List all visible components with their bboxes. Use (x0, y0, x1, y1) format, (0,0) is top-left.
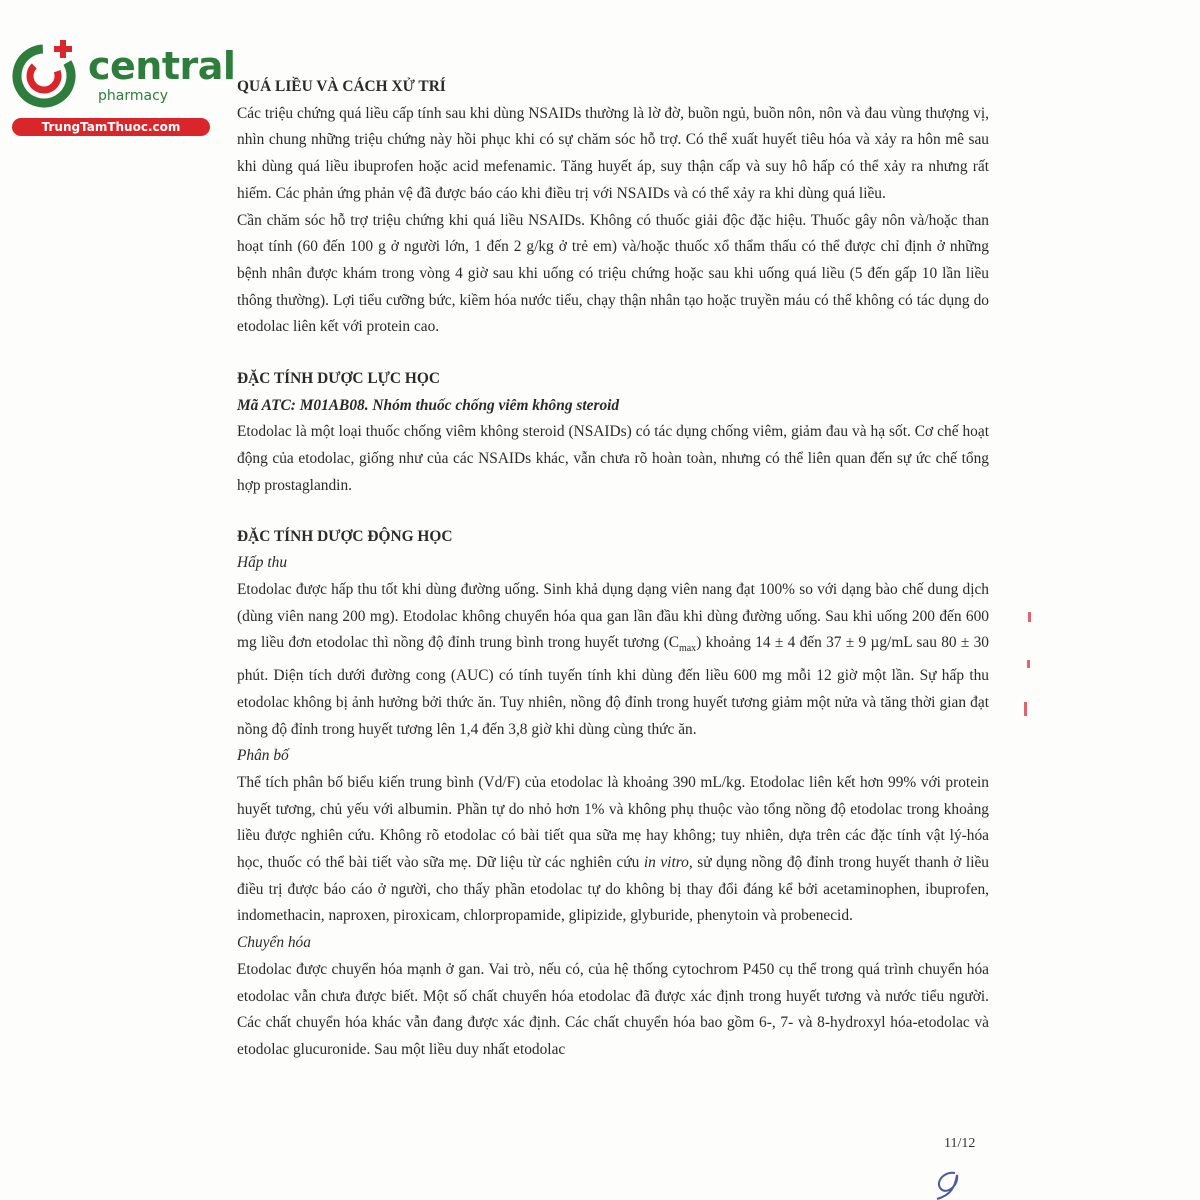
absorption-paragraph (237, 577, 989, 743)
overdose-heading: QUÁ LIỀU VÀ CÁCH XỬ TRÍ (237, 78, 446, 95)
cmax-subscript: max (678, 643, 697, 655)
atc-code-subheading: Mã ATC: M01AB08. Nhóm thuốc chống viêm không steroid (237, 396, 620, 414)
distribution-text-a: Thể tích phân bố biểu kiến trung bình (Vd/F) của etodolac là khoảng 390 mL/kg. Etodolac liên kết hơn 99% với protein huyết tương, chủ yếu với albumin. Phần tự do nhỏ hơn 1% và không phụ thuộc vào tổng nồng độ etodolac trong khoảng liều được nghiên cứu. Không rõ etodolac có bài tiết qua sữa mẹ hay không; tuy nhiên, dựa trên các đặc tính vật lý-hóa học, thuốc có thể bài tiết vào sữa mẹ. Dữ liệu từ các nghiên cứu (237, 773, 989, 872)
logo-website-ribbon: TrungTamThuoc.com (12, 118, 210, 136)
margin-mark (1024, 702, 1027, 716)
absorption-text-a: Etodolac được hấp thu tốt khi dùng đường uống. Sinh khả dụng dạng viên nang đạt 100% so với dạng bào chế dung dịch (dùng viên nang 200 mg). Etodolac không chuyển hóa qua gan lần đầu khi dùng đường uống. Sau khi uống 200 đến 600 mg liều đơn etodolac thì nồng độ đỉnh trung bình trong huyết tương (C (237, 580, 989, 652)
overdose-paragraph-2: Cần chăm sóc hỗ trợ triệu chứng khi quá liều NSAIDs. Không có thuốc giải độc đặc hiệu. Thuốc gây nôn và/hoặc than hoạt tính (60 đến 100 g ở người lớn, 1 đến 2 g/kg ở trẻ em) và/hoặc thuốc xổ thẩm thấu có thể được chỉ định ở những bệnh nhân được khám trong vòng 4 giờ sau khi uống có triệu chứng hoặc sau khi uống quá liều (5 đến gấp 10 lần liều thông thường). Lợi tiểu cưỡng bức, kiềm hóa nước tiểu, chạy thận nhân tạo hoặc truyền máu có thể không có tác dụng do etodolac liên kết với protein cao. (237, 211, 989, 336)
page-number: 11/12 (944, 1136, 976, 1151)
document-body (237, 74, 989, 1064)
pharmacokinetics-heading: ĐẶC TÍNH DƯỢC ĐỘNG HỌC (237, 527, 453, 545)
margin-mark (1027, 660, 1030, 668)
distribution-paragraph (237, 770, 989, 930)
absorption-subheading: Hấp thu (237, 554, 288, 572)
pharmacy-cross-icon (10, 38, 82, 110)
overdose-paragraph-1: Các triệu chứng quá liều cấp tính sau khi dùng NSAIDs thường là lờ đờ, buồn ngủ, buồn nôn, nôn và đau vùng thượng vị, nhìn chung những triệu chứng này hồi phục khi có sự chăm sóc hỗ trợ. Có thể xuất huyết tiêu hóa và xảy ra hôn mê sau khi dùng quá liều ibuprofen hoặc acid mefenamic. Tăng huyết áp, suy thận cấp và suy hô hấp có thể xảy ra nhưng rất hiếm. Các phản ứng phản vệ đã được báo cáo khi điều trị với NSAIDs và có thể xảy ra khi dùng quá liều. (237, 104, 989, 202)
in-vitro-italic: in vitro (643, 854, 689, 872)
distribution-text-b: , sử dụng nồng độ đỉnh trong huyết thanh ở liều điều trị được báo cáo ở người, cho thấy phần etodolac tự do không bị thay đổi đáng kể bởi acetaminophen, ibuprofen, indomethacin, naproxen, piroxicam, chlorpropamide, glipizide, glyburide, phenytoin và probenecid. (237, 854, 989, 925)
pharmacodynamics-paragraph: Etodolac là một loại thuốc chống viêm không steroid (NSAIDs) có tác dụng chống viêm, giảm đau và hạ sốt. Cơ chế hoạt động của etodolac, giống như của các NSAIDs khác, vẫn chưa rõ hoàn toàn, nhưng có thể liên quan đến sự ức chế tổng hợp prostaglandin. (237, 423, 989, 494)
handwritten-signature (925, 1165, 985, 1200)
central-pharmacy-logo (10, 38, 236, 138)
metabolism-paragraph: Etodolac được chuyển hóa mạnh ở gan. Vai trò, nếu có, của hệ thống cytochrom P450 cụ thể trong quá trình chuyển hóa etodolac vẫn chưa được biết. Một số chất chuyển hóa etodolac đã được xác định trong huyết tương và nước tiểu người. Các chất chuyển hóa khác vẫn đang được xác định. Các chất chuyển hóa bao gồm 6-, 7- và 8-hydroxyl hóa-etodolac và etodolac glucuronide. Sau một liều duy nhất etodolac (237, 960, 989, 1058)
absorption-text-b: ) khoảng 14 ± 4 đến 37 ± 9 µg/mL sau 80 ± 30 phút. Diện tích dưới đường cong (AUC) có tính tuyến tính khi dùng đến liều 600 mg mỗi 12 giờ một lần. Sự hấp thu etodolac không bị ảnh hưởng bởi thức ăn. Tuy nhiên, nồng độ đỉnh trong huyết tương giảm một nửa và tăng thời gian đạt nồng độ đỉnh trong huyết tương lên 1,4 đến 3,8 giờ khi dùng cùng thức ăn. (237, 634, 989, 738)
distribution-subheading: Phân bố (237, 747, 289, 765)
logo-brand-text: central (88, 44, 236, 88)
metabolism-subheading: Chuyển hóa (237, 934, 311, 952)
margin-mark (1028, 612, 1031, 622)
logo-sub-text: pharmacy (98, 88, 169, 104)
pharmacodynamics-heading: ĐẶC TÍNH DƯỢC LỰC HỌC (237, 370, 440, 388)
